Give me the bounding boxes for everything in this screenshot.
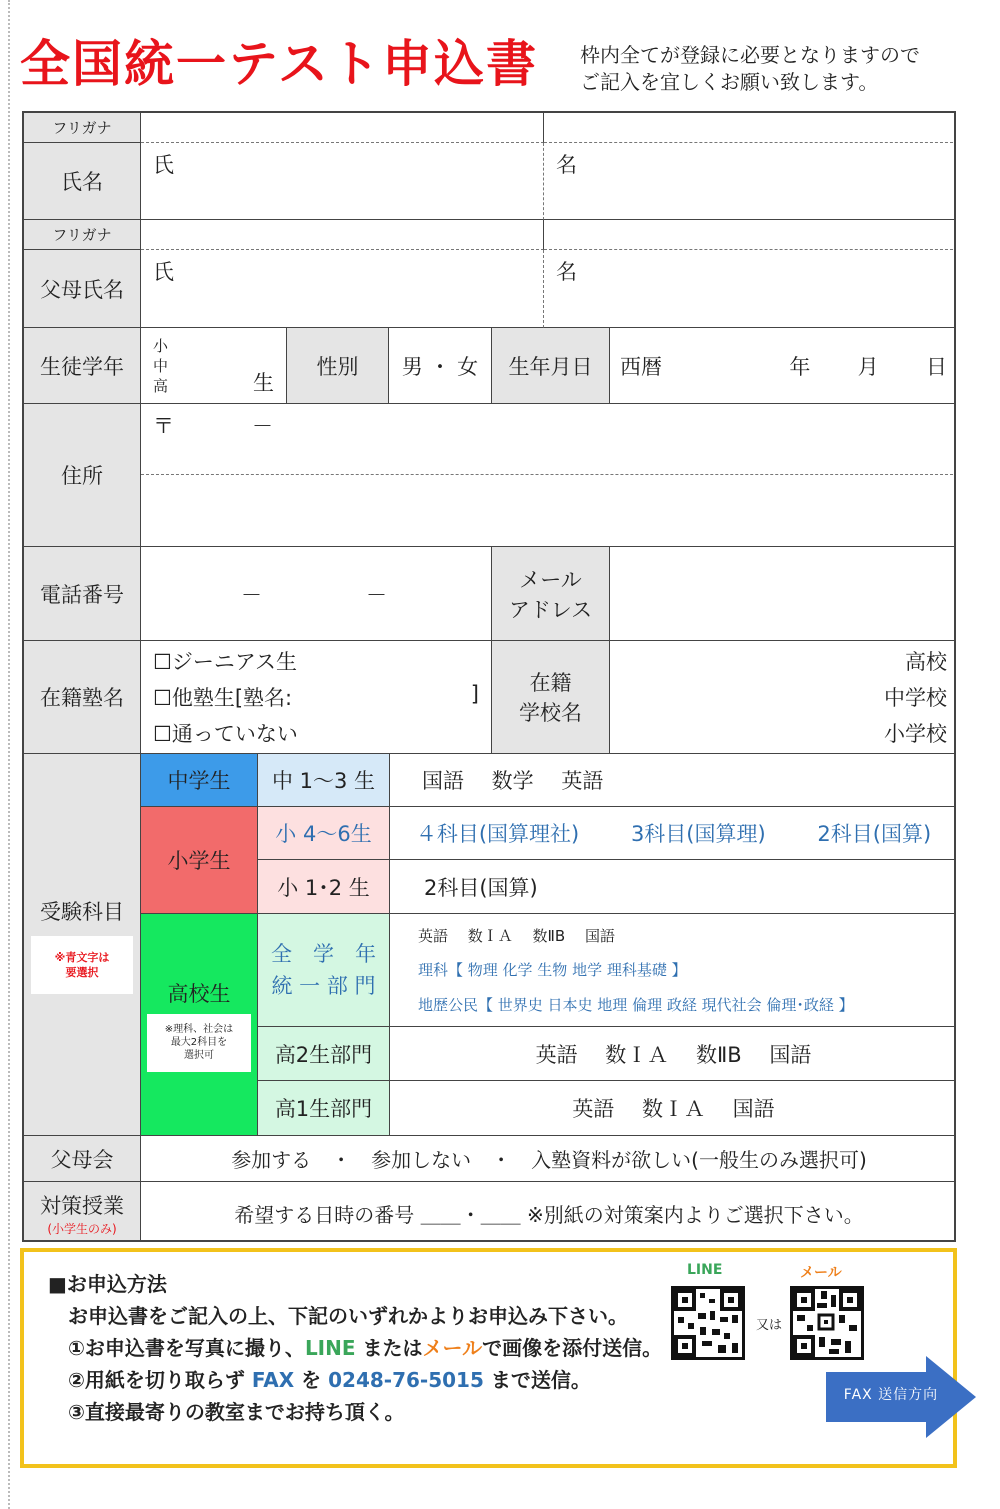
juku-label: 在籍塾名 bbox=[24, 641, 141, 754]
application-form bbox=[22, 111, 956, 1242]
junior-subjects[interactable]: 国語 数学 英語 bbox=[390, 754, 956, 807]
postal-code-field[interactable]: 〒 － bbox=[141, 404, 956, 475]
qr-icon bbox=[793, 1289, 861, 1357]
or-label: 又は bbox=[756, 1318, 783, 1333]
phone-label: 電話番号 bbox=[24, 547, 141, 641]
parent-furigana-given[interactable] bbox=[544, 220, 956, 250]
application-method-box bbox=[20, 1248, 957, 1468]
parents-meeting-options[interactable]: 参加する ・ 参加しない ・ 入塾資料が欲しい(一般生のみ選択可) bbox=[141, 1136, 956, 1182]
grade-options: 小 中 高 bbox=[153, 336, 169, 395]
subject-option-4[interactable]: ４科目(国算理社) bbox=[415, 822, 580, 846]
instruction-note: 枠内全てが登録に必要となりますので ご記入を宜しくお願い致します。 bbox=[580, 43, 920, 94]
elementary-lower-subjects[interactable]: 2科目(国算) bbox=[390, 860, 956, 914]
furigana-label: フリガナ bbox=[24, 113, 141, 143]
apply-heading: ■お申込方法 bbox=[48, 1272, 167, 1296]
taisaku-field[interactable]: 希望する日時の番号 ＿＿・＿＿ ※別紙の対策案内よりご選択下さい。 bbox=[141, 1182, 956, 1242]
qr-mail-label: メール bbox=[800, 1265, 842, 1281]
student-furigana-family[interactable] bbox=[141, 113, 544, 143]
high-grade1-label: 高1生部門 bbox=[258, 1081, 390, 1136]
page-title: 全国統一テスト申込書 bbox=[20, 35, 538, 93]
exam-note: ※青文字は 要選択 bbox=[31, 936, 133, 994]
gender-label: 性別 bbox=[287, 328, 389, 404]
parent-name-label: 父母氏名 bbox=[24, 250, 141, 328]
address-field[interactable] bbox=[141, 475, 956, 547]
subject-option-3[interactable]: 3科目(国算理) bbox=[630, 822, 766, 846]
fax-direction-arrow: FAX 送信方向 bbox=[826, 1356, 976, 1438]
student-furigana-given[interactable] bbox=[544, 113, 956, 143]
grade-label: 生徒学年 bbox=[24, 328, 141, 404]
high-note: ※理科、社会は 最大2科目を 選択可 bbox=[147, 1014, 251, 1072]
junior-grade: 中 1～3 生 bbox=[258, 754, 390, 807]
juku-option-none[interactable]: ☐通っていない bbox=[153, 722, 298, 746]
gender-options[interactable]: 男 ・ 女 bbox=[389, 328, 492, 404]
juku-option-other[interactable]: ☐他塾生[塾名: ] bbox=[153, 682, 479, 710]
apply-method-2: ②用紙を切り取らず FAX を 0248-76-5015 まで送信。 bbox=[68, 1368, 591, 1392]
email-label: メール アドレス bbox=[492, 547, 610, 641]
school-field[interactable]: 高校 中学校 小学校 bbox=[610, 641, 956, 754]
high-grade2-subjects[interactable]: 英語 数ＩＡ 数ⅡB 国語 bbox=[390, 1027, 956, 1081]
grade-field[interactable]: 小 中 高 生 bbox=[141, 328, 287, 404]
parent-family-name-field[interactable]: 氏 bbox=[141, 250, 544, 328]
email-field[interactable] bbox=[610, 547, 956, 641]
apply-intro: お申込書をご記入の上、下記のいずれかよりお申込み下さい。 bbox=[68, 1304, 628, 1328]
taisaku-label: 対策授業 (小学生のみ) bbox=[24, 1182, 141, 1242]
parent-furigana-label: フリガナ bbox=[24, 220, 141, 250]
elementary-label: 小学生 bbox=[141, 807, 258, 914]
line-qr-code[interactable] bbox=[671, 1286, 745, 1360]
cut-line bbox=[8, 0, 10, 1509]
qr-line-label: LINE bbox=[687, 1262, 723, 1278]
student-given-name-field[interactable]: 名 bbox=[544, 143, 956, 220]
elementary-lower-grade: 小 1･2 生 bbox=[258, 860, 390, 914]
phone-field[interactable]: － － bbox=[141, 547, 492, 641]
high-label: 高校生 ※理科、社会は 最大2科目を 選択可 bbox=[141, 914, 258, 1136]
social-options[interactable]: 地歴公民【 世界史 日本史 地理 倫理 政経 現代社会 倫理･政経 】 bbox=[418, 996, 854, 1015]
birthday-label: 生年月日 bbox=[492, 328, 610, 404]
parent-furigana-family[interactable] bbox=[141, 220, 544, 250]
junior-label: 中学生 bbox=[141, 754, 258, 807]
student-family-name-field[interactable]: 氏 bbox=[141, 143, 544, 220]
subject-option-2[interactable]: 2科目(国算) bbox=[817, 822, 932, 846]
exam-label: 受験科目 ※青文字は 要選択 bbox=[24, 754, 141, 1136]
birthday-field[interactable]: 西暦 年 月 日 bbox=[610, 328, 956, 404]
elementary-upper-grade: 小 4～6生 bbox=[258, 807, 390, 860]
address-label: 住所 bbox=[24, 404, 141, 547]
elementary-upper-subjects[interactable] bbox=[390, 807, 956, 860]
apply-method-1: ①お申込書を写真に撮り、LINE またはメールで画像を添付送信。 bbox=[68, 1336, 663, 1360]
apply-method-3: ③直接最寄りの教室までお持ち頂く。 bbox=[68, 1400, 405, 1424]
high-unified-label: 全 学 年 統 一 部 門 bbox=[258, 914, 390, 1027]
student-name-label: 氏名 bbox=[24, 143, 141, 220]
parents-meeting-label: 父母会 bbox=[24, 1136, 141, 1182]
high-grade1-subjects[interactable]: 英語 数ＩＡ 国語 bbox=[390, 1081, 956, 1136]
high-unified-subjects[interactable]: 英語 数ＩＡ 数ⅡB 国語 理科【 物理 化学 生物 地学 理科基礎 】 地歴公民【 世界史 日本史 地理 倫理 政経 現代社会 倫理･政経 】 bbox=[390, 914, 956, 1027]
parent-given-name-field[interactable]: 名 bbox=[544, 250, 956, 328]
high-grade2-label: 高2生部門 bbox=[258, 1027, 390, 1081]
juku-field[interactable] bbox=[141, 641, 492, 754]
mail-qr-code[interactable] bbox=[790, 1286, 864, 1360]
juku-option-genius[interactable]: ☐ジーニアス生 bbox=[153, 650, 297, 674]
school-label: 在籍 学校名 bbox=[492, 641, 610, 754]
science-options[interactable]: 理科【 物理 化学 生物 地学 理科基礎 】 bbox=[418, 961, 687, 980]
qr-icon bbox=[674, 1289, 742, 1357]
